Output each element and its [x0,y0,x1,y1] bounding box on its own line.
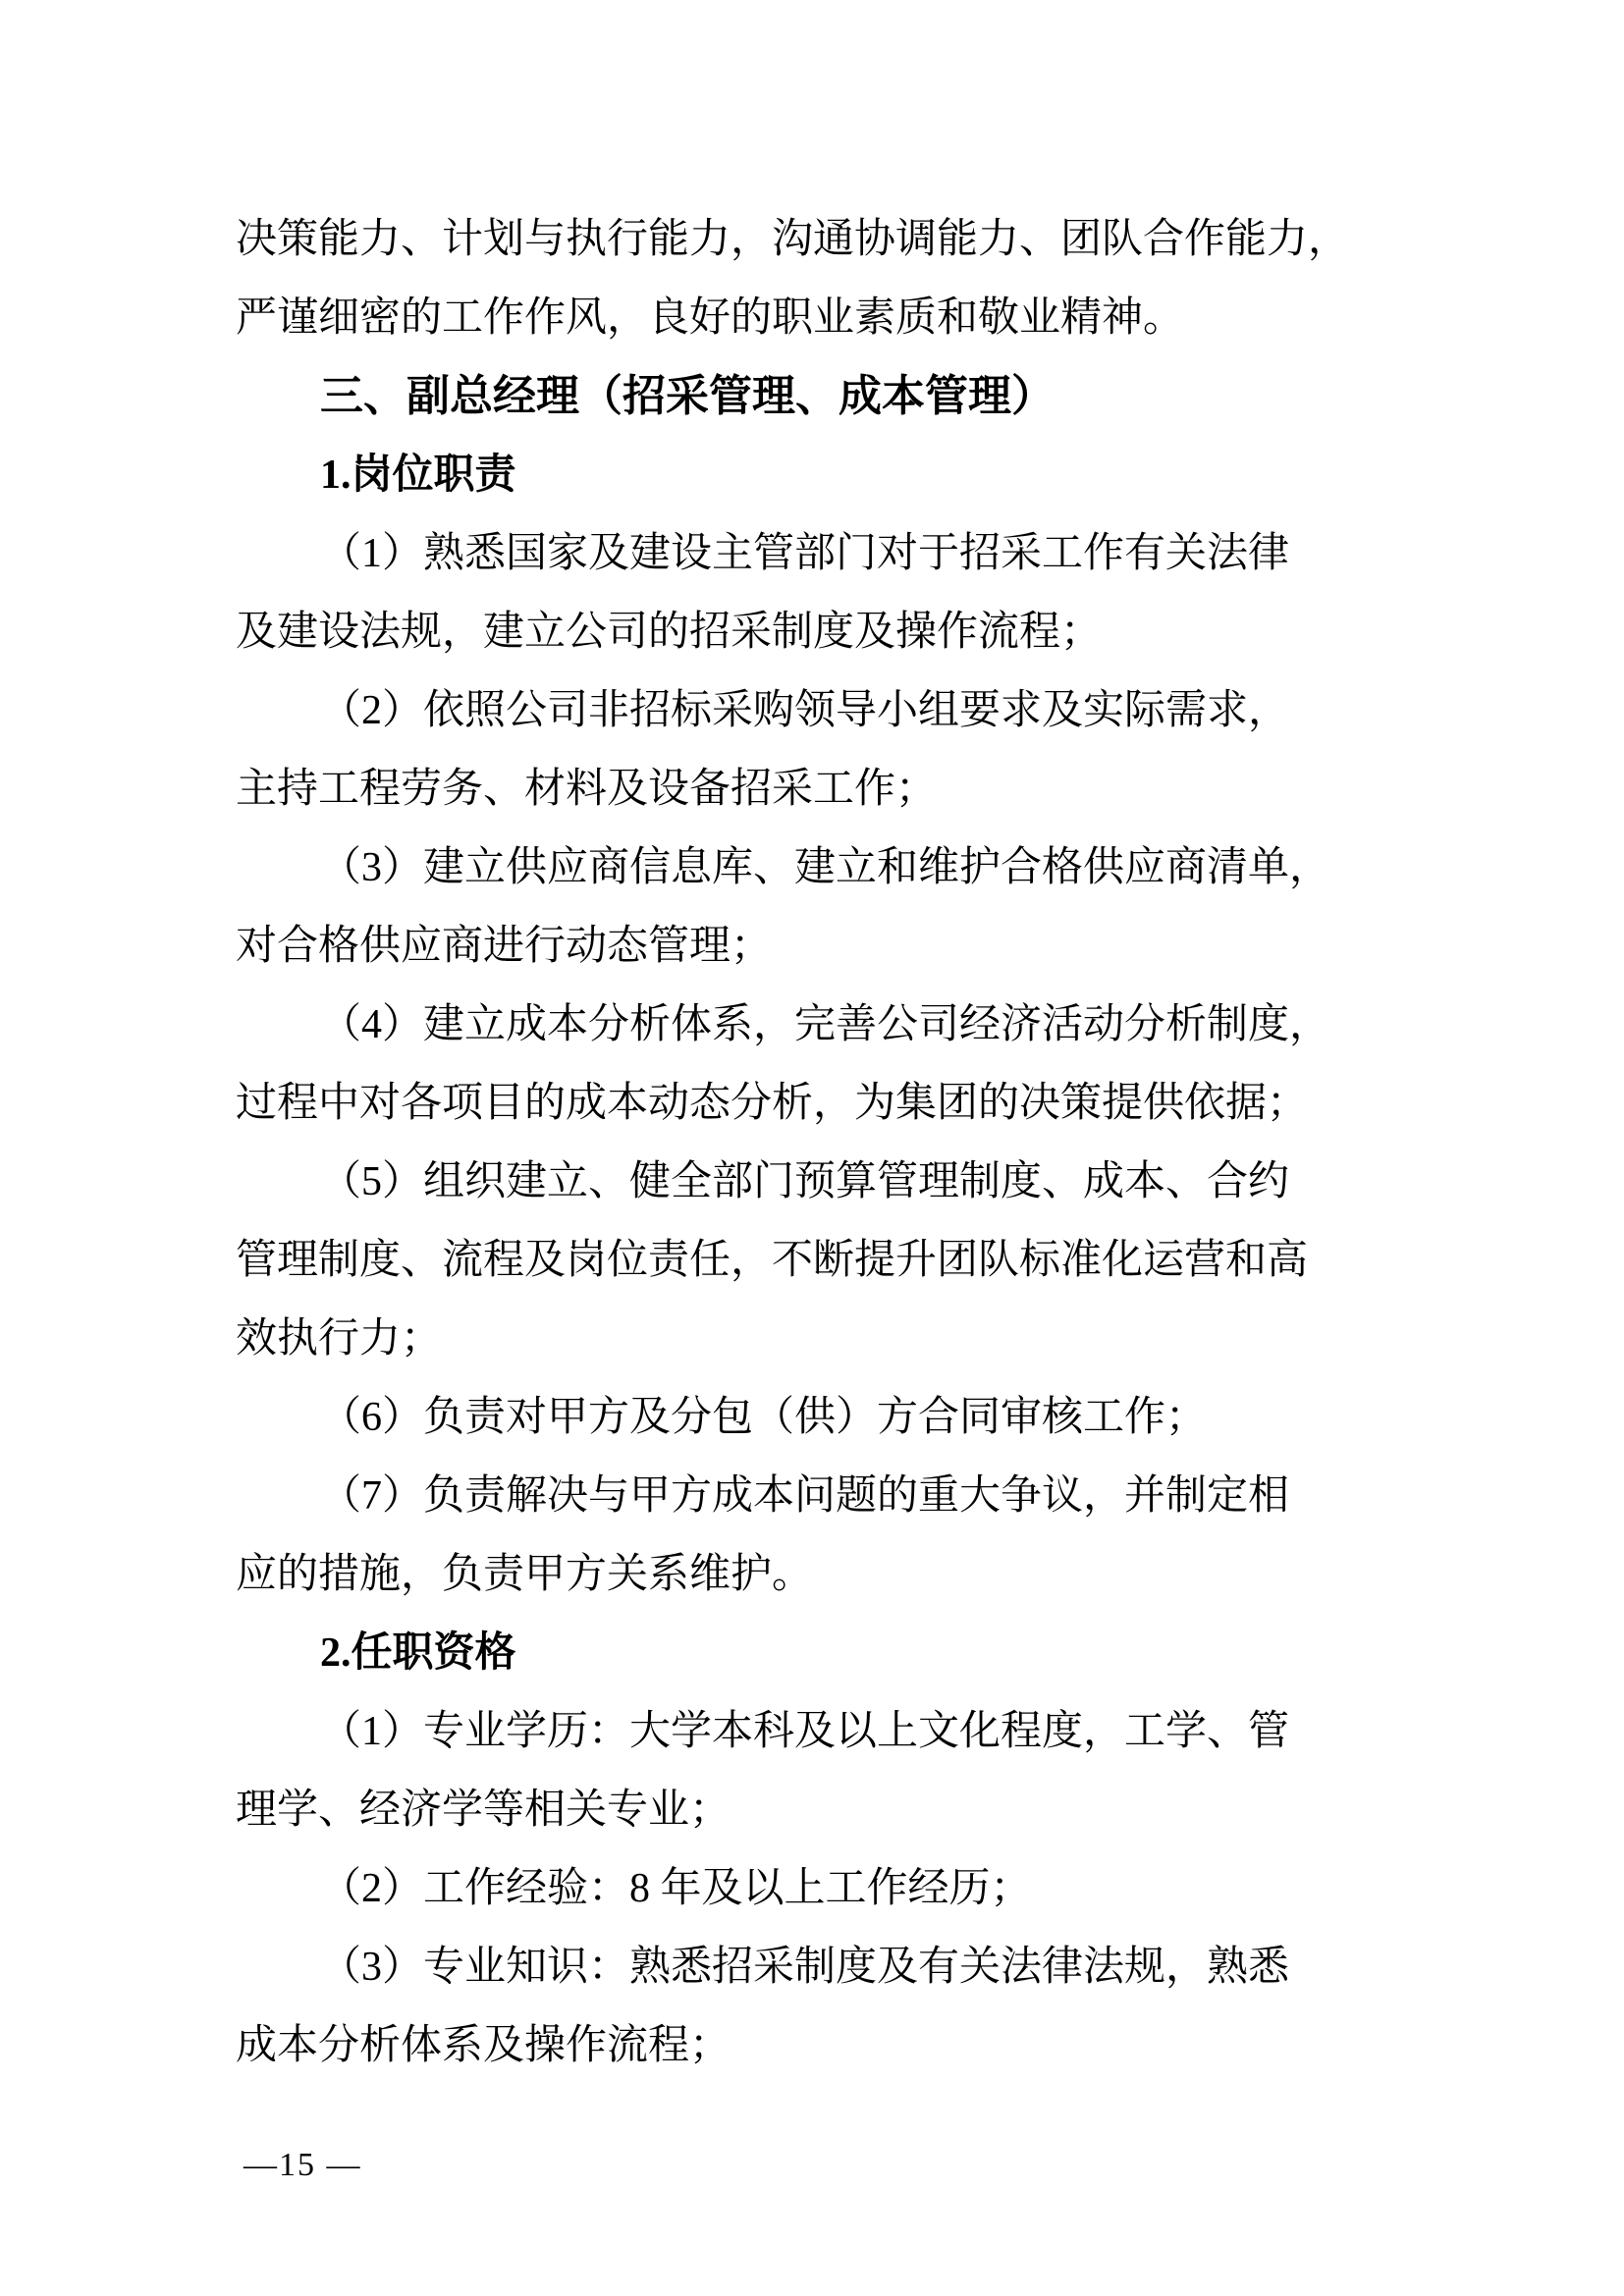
text-line: 及建设法规，建立公司的招采制度及操作流程； [236,610,1103,655]
text-line: （1）专业学历：大学本科及以上文化程度，工学、管 [320,1709,1290,1754]
page-body [236,200,1394,2085]
text-line: （4）建立成本分析体系，完善公司经济活动分析制度， [320,1002,1331,1047]
text-line: 管理制度、流程及岗位责任，不断提升团队标准化运营和高 [236,1238,1309,1283]
text-line: 理学、经济学等相关专业； [236,1788,731,1833]
text-line: （6）负责对甲方及分包（供）方合同审核工作； [320,1395,1208,1440]
section-heading-vice-gm: 三、副总经理（招采管理、成本管理） [320,372,1055,420]
text-line: 决策能力、计划与执行能力，沟通协调能力、团队合作能力， [236,217,1350,262]
text-line: 成本分析体系及操作流程； [236,2023,731,2068]
subsection-heading-duties: 1.岗位职责 [320,453,516,498]
text-line: （2）依照公司非招标采购领导小组要求及实际需求， [320,688,1290,733]
text-line: 严谨细密的工作作风，良好的职业素质和敬业精神。 [236,295,1185,341]
text-line: 过程中对各项目的成本动态分析，为集团的决策提供依据； [236,1081,1309,1126]
text-line: （3）专业知识：熟悉招采制度及有关法律法规，熟悉 [320,1945,1290,1990]
text-line: 主持工程劳务、材料及设备招采工作； [236,767,938,812]
page-number: —15 — [244,2147,362,2183]
text-line: （1）熟悉国家及建设主管部门对于招采工作有关法律 [320,531,1290,576]
text-line: 对合格供应商进行动态管理； [236,924,773,969]
text-line: （3）建立供应商信息库、建立和维护合格供应商清单， [320,845,1331,890]
text-line: （5）组织建立、健全部门预算管理制度、成本、合约 [320,1159,1290,1204]
text-line: （7）负责解决与甲方成本问题的重大争议，并制定相 [320,1473,1290,1519]
text-line: （2）工作经验：8 年及以上工作经历； [320,1866,1032,1911]
subsection-heading-qualifications: 2.任职资格 [320,1630,516,1676]
text-line: 应的措施，负责甲方关系维护。 [236,1552,814,1597]
text-line: 效执行力； [236,1316,443,1362]
